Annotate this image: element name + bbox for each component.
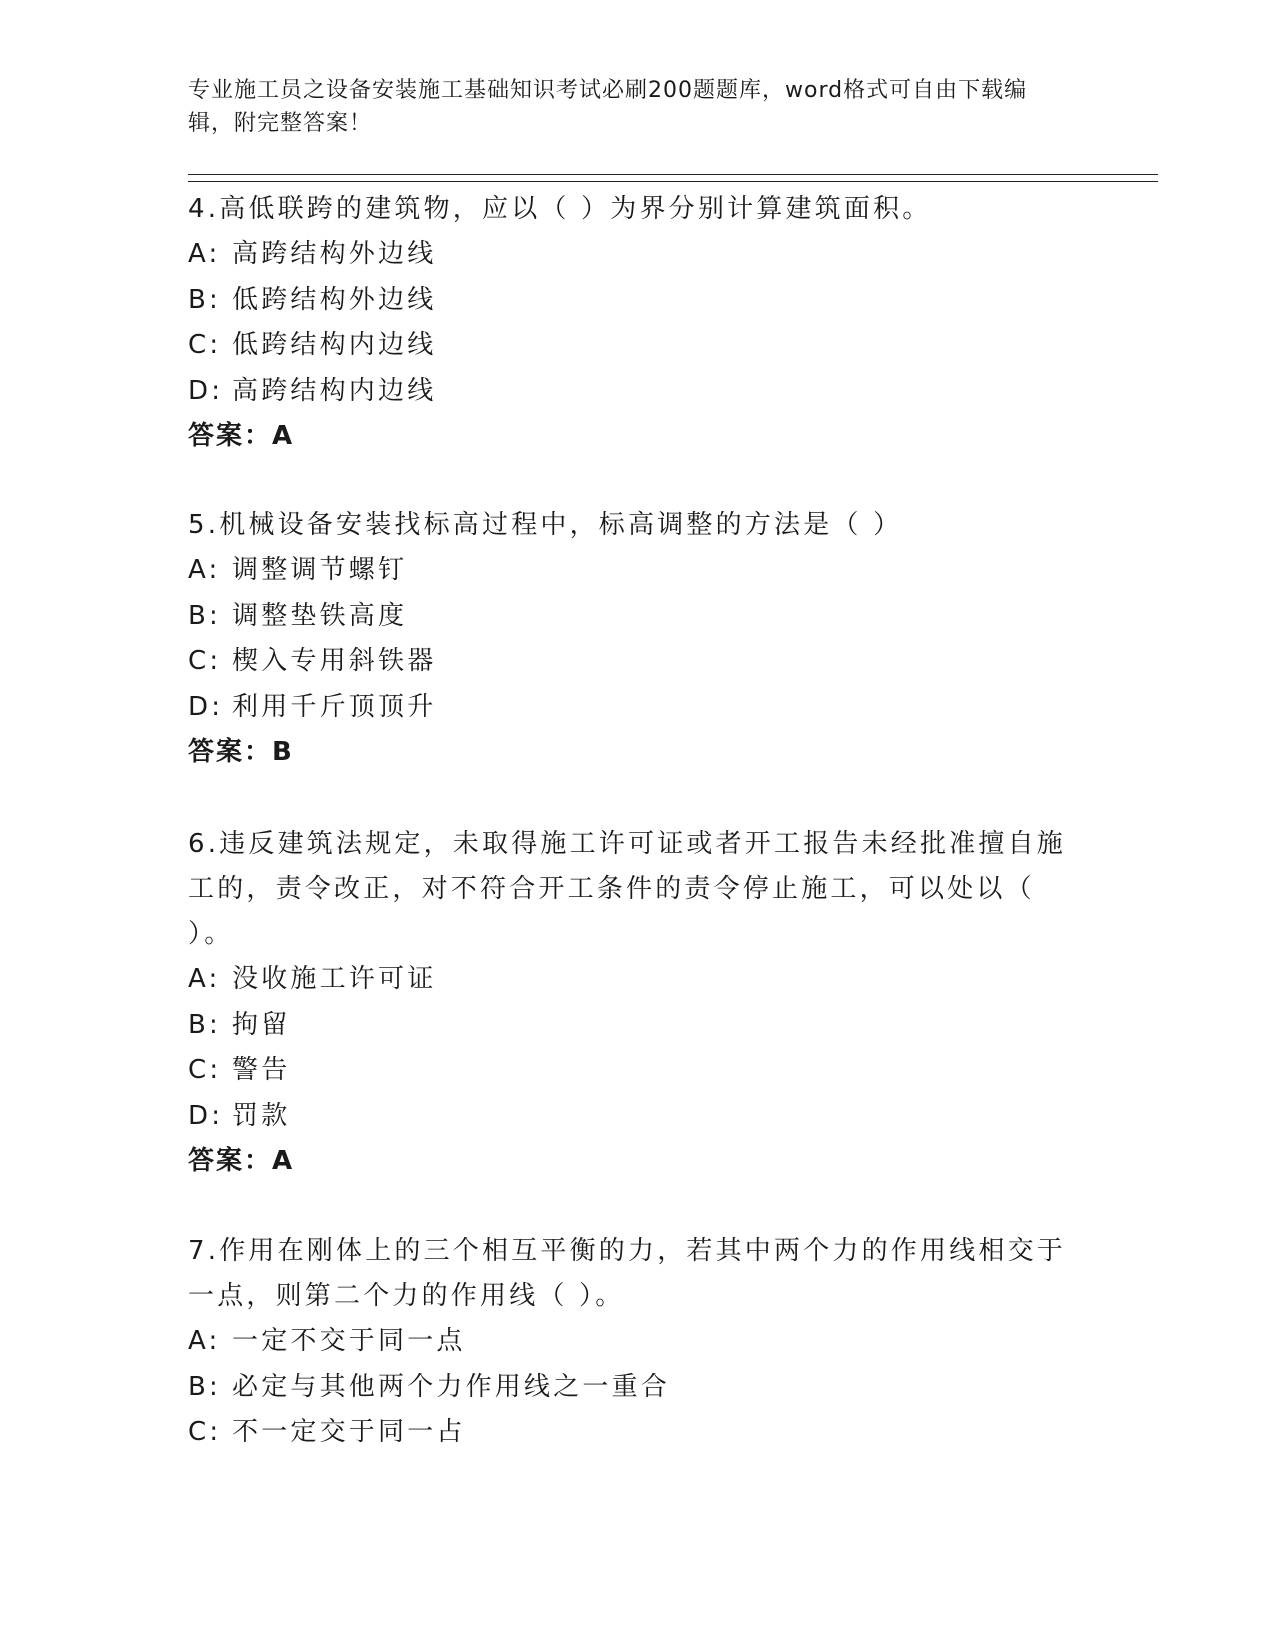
option-text: 拘留	[232, 1009, 291, 1040]
option-text: 一定不交于同一点	[232, 1326, 466, 1356]
question-stem: 4.高低联跨的建筑物，应以（ ）为界分别计算建筑面积。	[188, 194, 932, 224]
option-letter: A:	[188, 239, 221, 269]
question-5	[188, 503, 1068, 775]
option-a	[188, 232, 1068, 278]
header-divider-top	[188, 174, 1158, 175]
answer: 答案：A	[188, 421, 295, 451]
option-text: 低跨结构内边线	[232, 330, 437, 360]
option-letter: B:	[188, 1009, 221, 1040]
option-letter: D:	[188, 375, 224, 406]
option-text: 高跨结构外边线	[232, 239, 437, 269]
option-text: 利用千斤顶顶升	[232, 691, 437, 722]
option-letter: A:	[188, 964, 221, 994]
option-b	[188, 1365, 1068, 1411]
option-letter: D:	[188, 691, 224, 722]
answer: 答案：A	[188, 1146, 295, 1176]
option-c	[188, 323, 1068, 369]
question-stem: 6.违反建筑法规定，未取得施工许可证或者开工报告未经批准擅自施工的，责令改正，对不符合开工条件的责令停止施工，可以处以（ ）。	[188, 829, 1067, 949]
option-text: 调整调节螺钉	[232, 555, 408, 585]
header-divider-bottom	[188, 181, 1158, 182]
option-d	[188, 369, 1068, 415]
option-a	[188, 548, 1068, 594]
option-letter: B:	[188, 1371, 221, 1402]
question-7	[188, 1229, 1068, 1456]
question-6	[188, 822, 1068, 1184]
option-text: 楔入专用斜铁器	[232, 646, 437, 676]
option-text: 必定与其他两个力作用线之一重合	[232, 1371, 671, 1402]
option-letter: C:	[188, 646, 222, 676]
option-letter: C:	[188, 330, 222, 360]
option-letter: D:	[188, 1100, 224, 1131]
option-text: 没收施工许可证	[232, 964, 437, 994]
option-letter: A:	[188, 555, 221, 585]
option-text: 警告	[232, 1055, 291, 1085]
option-d	[188, 685, 1068, 731]
option-b	[188, 278, 1068, 324]
option-d	[188, 1094, 1068, 1140]
option-text: 罚款	[232, 1100, 291, 1131]
option-b	[188, 594, 1068, 640]
document-header: 专业施工员之设备安装施工基础知识考试必刷200题题库，word格式可自由下载编辑，附完整答案！	[188, 78, 1028, 136]
option-letter: B:	[188, 284, 221, 315]
option-c	[188, 639, 1068, 685]
option-b	[188, 1003, 1068, 1049]
option-text: 不一定交于同一占	[232, 1417, 466, 1447]
option-letter: C:	[188, 1417, 222, 1447]
question-stem: 7.作用在刚体上的三个相互平衡的力，若其中两个力的作用线相交于一点，则第二个力的作用线（ ）。	[188, 1236, 1067, 1311]
option-letter: A:	[188, 1326, 221, 1356]
answer: 答案：B	[188, 737, 294, 767]
option-text: 高跨结构内边线	[232, 375, 437, 406]
option-a	[188, 1319, 1068, 1365]
option-letter: B:	[188, 600, 221, 631]
option-text: 低跨结构外边线	[232, 284, 437, 315]
option-c	[188, 1048, 1068, 1094]
option-c	[188, 1410, 1068, 1456]
question-4	[188, 187, 1068, 459]
option-text: 调整垫铁高度	[232, 600, 408, 631]
option-letter: C:	[188, 1055, 222, 1085]
option-a	[188, 957, 1068, 1003]
question-stem: 5.机械设备安装找标高过程中，标高调整的方法是（ ）	[188, 510, 903, 540]
